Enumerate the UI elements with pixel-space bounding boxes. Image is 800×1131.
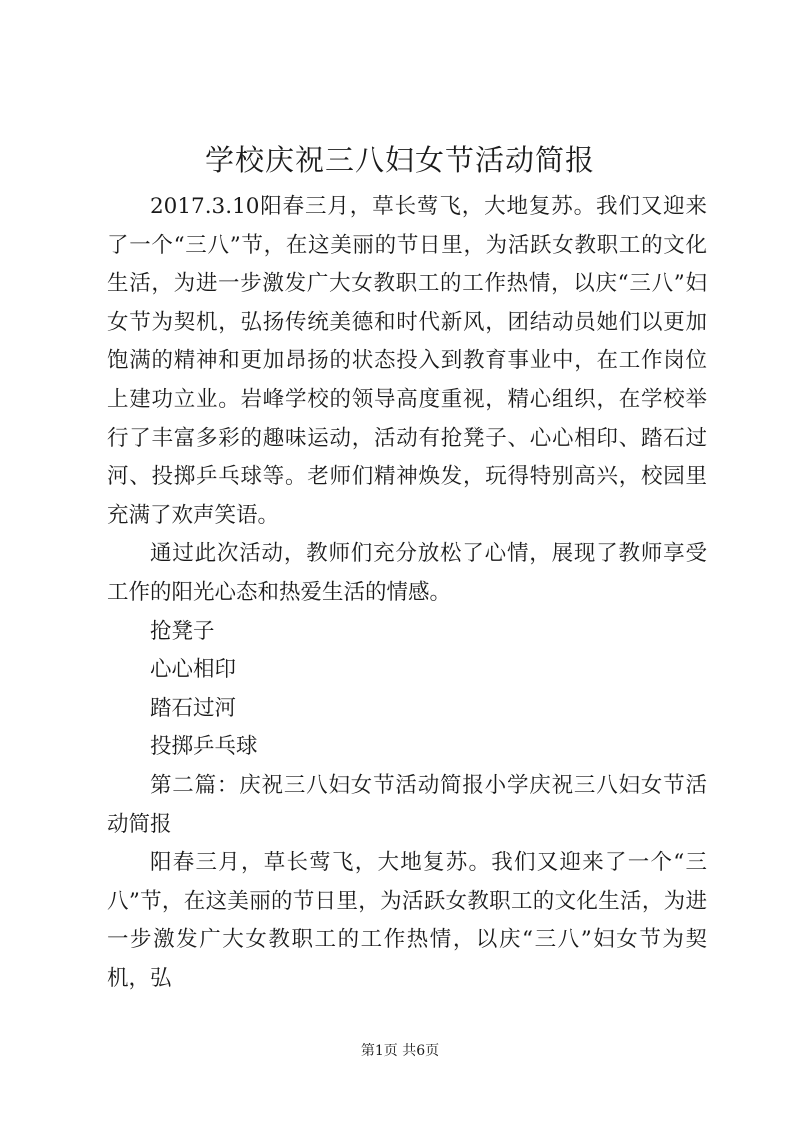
page-number-footer: 第1页 共6页 bbox=[360, 1043, 440, 1059]
summary-paragraph: 通过此次活动，教师们充分放松了心情，展现了教师享受工作的阳光心态和热爱生活的情感。 bbox=[107, 541, 707, 605]
activity-item: 心心相印 bbox=[150, 657, 237, 683]
section-heading: 第二篇：庆祝三八妇女节活动简报小学庆祝三八妇女节活动简报 bbox=[107, 772, 707, 837]
document-title: 学校庆祝三八妇女节活动简报 bbox=[204, 143, 595, 177]
activity-item: 投掷乒乓球 bbox=[150, 734, 258, 760]
document-body bbox=[107, 188, 707, 998]
section-paragraph: 阳春三月，草长莺飞，大地复苏。我们又迎来了一个“三八”节，在这美丽的节日里，为活跃女教职工的文化生活，为进一步激发广大女教职工的工作热情，以庆“三八”妇女节为契机，弘 bbox=[107, 850, 707, 991]
activity-item: 踏石过河 bbox=[150, 695, 237, 721]
activity-item: 抢凳子 bbox=[150, 618, 215, 644]
intro-paragraph: 2017.3.10阳春三月，草长莺飞，大地复苏。我们又迎来了一个“三八”节，在这美丽的节日里，为活跃女教职工的文化生活，为进一步激发广大女教职工的工作热情，以庆“三八”妇女节为契机，弘扬传统美德和时代新风，团结动员她们以更加饱满的精神和更加昂扬的状态投入到教育事业中，在工作岗位上建功立业。岩峰学校的领导高度重视，精心组织，在学校举行了丰富多彩的趣味运动，活动有抢凳子、心心相印、踏石过河、投掷乒乓球等。老师们精神焕发，玩得特别高兴，校园里充满了欢声笑语。 bbox=[107, 194, 707, 528]
